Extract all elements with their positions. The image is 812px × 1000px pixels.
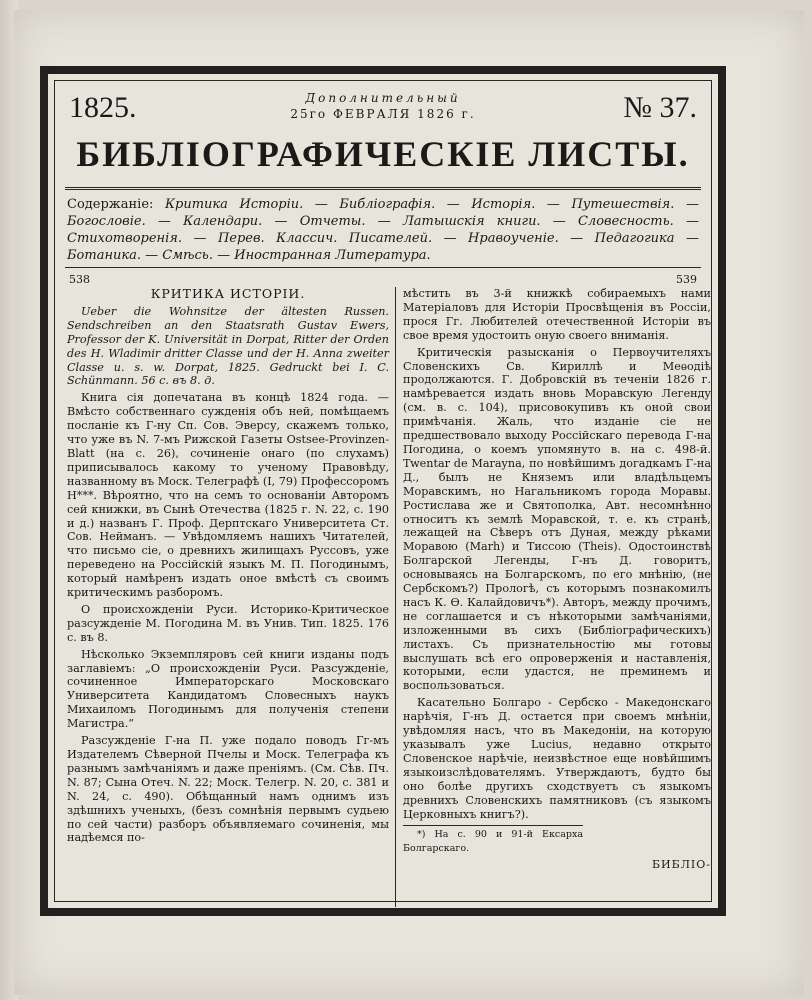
table-of-contents [67,196,699,266]
paragraph: Касательно Болгаро - Сербско - Македонскаго нарѣчія, Г-нъ Д. остается при своемъ мнѣніи, увѣдомляя насъ, что въ Македоніи, на которую указывалъ уже Lucius, недавно открыто Словенское нарѣчіе, неизвѣстное еще новѣйшимъ языкоизслѣдователямъ. Утверждаютъ, будто бы оно болѣе другихъ сходствуетъ съ языкомъ древнихъ Словенскихъ памятниковъ (съ языкомъ Церковныхъ книгъ?). [403,696,711,821]
page-frame [40,66,726,916]
paragraph: Разсужденіе Г-на П. уже подало поводъ Гг-мъ Издателемъ Сѣверной Пчелы и Моск. Телеграфа къ разнымъ замѣчаніямъ и даже преніямъ. (См. Сѣв. Пч. N. 87; Сына Отеч. N. 22; Моск. Телегр. N. 20, с. 381 и N. 24, с. 490). Обѣщанный намъ однимъ изъ здѣшнихъ ученыхъ, (безъ сомнѣнія первымъ судьею по сей части) разборъ объявляемаго сочиненія, мы надѣемся по- [67,734,389,845]
paragraph: мѣстить въ 3-й книжкѣ собираемыхъ нами Матеріаловъ для Исторіи Просвѣщенія въ Россіи, прося Гг. Любителей отечественной Исторіи въ свое время удостоить оную своего вниманія. [403,287,711,342]
issue-date: 25го ФЕВРАЛЯ 1826 г. [290,107,476,121]
section-heading: КРИТИКА ИСТОРІИ. [150,286,306,301]
page-number-left: 538 [69,273,90,286]
contents-lead: Содержаніе: [67,197,154,212]
paragraph: Ueber die Wohnsitze der ältesten Russen. Sendschreiben an den Staatsrath Gustav Ewers, Professor der K. Universität in Dorpat, Ritter der Orden des H. Wladimir dritter Classe und der H. Anna zweiter Classe u. s. w. Dorpat, 1825. Gedruckt bei I. C. Schünmann. 56 с. въ 8. д. [67,304,389,388]
supplement-label: Дополнительный [305,91,461,105]
paragraph: Нѣсколько Экземпляровъ сей книги изданы подъ заглавіемъ: „О происхожденіи Руси. Разсужденіе, сочиненное Императорскаго Московскаго Университета Кандидатомъ Словесныхъ наукъ Михаиломъ Погодинымъ для полученія степени Магистра.“ [67,647,389,731]
footnote: *) На с. 90 и 91-й Ексарха Болгарскаго. [403,825,583,856]
year-label: 1825. [69,91,137,124]
issue-number: № 37. [623,91,697,124]
left-column [67,287,389,848]
page-number-right: 539 [676,273,697,286]
masthead [55,81,711,196]
inner-frame [54,80,712,902]
catchword: БИБЛІО- [651,858,711,872]
right-column [403,287,711,872]
contents-rule [65,267,701,268]
paragraph: Книга сія допечатана въ концѣ 1824 года. — Вмѣсто собственнаго сужденія объ ней, помѣщаемъ посланіе къ Г-ну Сп. Сов. Эверсу, скажемъ только, что уже въ N. 7-мъ Рижской Газеты Ostsee-Provinzen-Blatt (на с. 26), сочиненіе онаго (по слухамъ) приписывалось какому то ученому Правовѣду, названному въ Моск. Телеграфѣ (I, 79) Профессоромъ Н***. Вѣроятно, что на семъ то основаніи Авторомъ сей книжки, въ Сынѣ Отечества (1825 г. N. 22, с. 190 и д.) названъ Г. Проф. Дерптскаго Университета Ст. Сов. Нейманъ. — Увѣдомляемъ нашихъ Читателей, что письмо сіе, о древнихъ жилищахъ Руссовъ, уже переведено на Россійскій языкъ М. П. Погодинымъ, который намѣренъ издать оное вмѣстѣ съ своимъ критическимъ разборомъ. [67,391,389,600]
paragraph: Критическія разысканія о Первоучителяхъ Словенскихъ Св. Кириллѣ и Меѳодіѣ продолжаются. Г. Добровскій въ теченіи 1826 г. намѣревается издать вновь Моравскую Легенду (см. в. с. 104), присовокупивъ къ оной свои примѣчанія. Жаль, что изданіе сіе не предшествовало выходу Россійскаго перевода Г-на Погодина, о коемъ упомянуто в. на с. 498-й. Twentar de Marayna, по новѣйшимъ догадкамъ Г-на Д., былъ не Княземъ или владѣльцемъ Моравскимъ, но Нагальникомъ города Моравы. Ростислава же и Святополка, Авт. несомнѣнно относитъ къ землѣ Моравской, т. е. къ странѣ, лежащей на Сѣверъ отъ Дуная, между рѣками Моравою (Marh) и Тиссою (Theis). Одостоинствѣ Болгарской Легенды, Г-нъ Д. говоритъ, основываясь на Болгарскомъ, по его мнѣнію, (не Сербскомъ?) Прологѣ, съ которымъ познакомилъ насъ К. Ѳ. Калайдовичъ*). Авторъ, между прочимъ, не соглашается и съ нѣкоторыми замѣчаніями, изложенными въ сихъ (Библіографическихъ) листахъ. Съ признательностію мы готовы выслушать всѣ его опроверженія и наставленія, которыми, если удастся, не преминемъ и воспользоваться. [403,345,711,693]
publication-title: БИБЛІОГРАФИЧЕСКІЕ ЛИСТЫ. [76,134,690,174]
masthead-rule [65,187,701,190]
paragraph: О происхожденіи Руси. Историко-Критическое разсужденіе М. Погодина М. въ Унив. Тип. 1825. 176 с. въ 8. [67,602,389,644]
contents-text: Критика Исторіи. — Библіографія. — Исторія. — Путешествія. — Богословіе. — Календари. — Отчеты. — Латышскія книги. — Словесность. — Стихотворенія. — Перев. Классич. Писателей. — Нравоученіе. — Педагогика — Ботаника. — Смѣсь. — Иностранная Литература. [67,197,699,263]
column-divider [395,287,396,907]
